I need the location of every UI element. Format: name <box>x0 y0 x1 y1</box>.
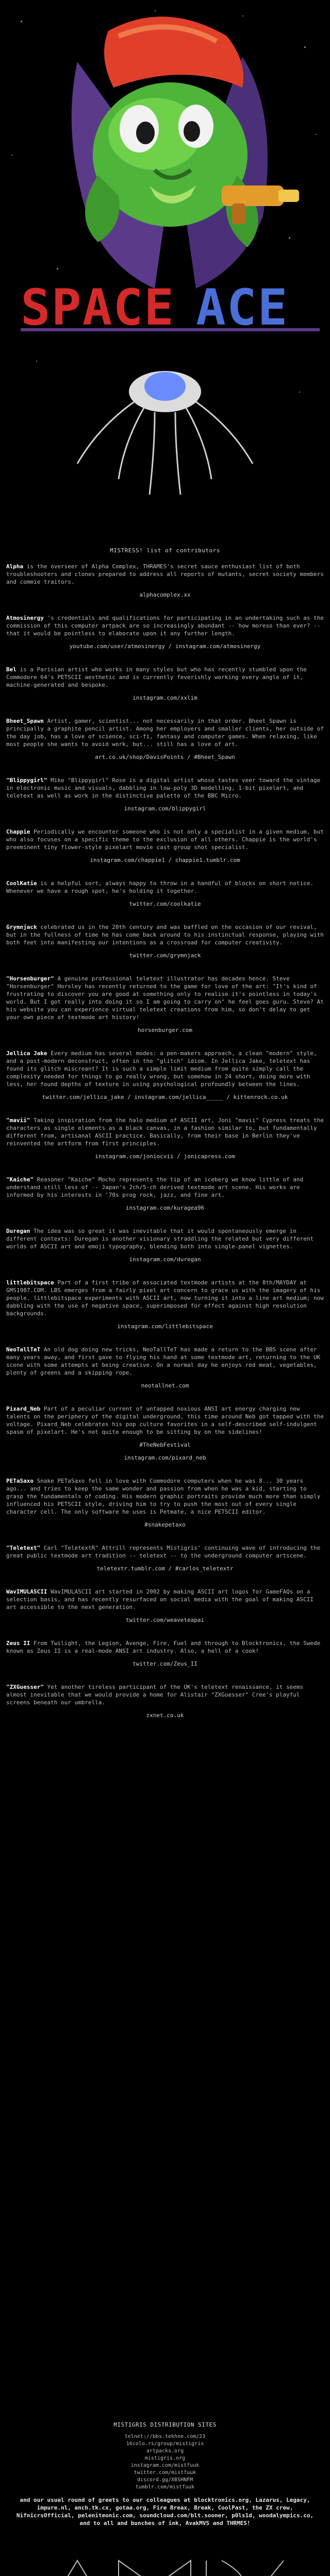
distribution-site[interactable]: 16colo.rs/group/mistigris <box>126 2441 204 2447</box>
contributor-entry <box>6 563 324 599</box>
contributor-name: Zeus II <box>6 1640 30 1647</box>
logo-ace: ACE <box>196 279 289 336</box>
contributor-entry <box>6 666 324 702</box>
contributor-link[interactable] <box>6 1454 324 1462</box>
contributor-bio <box>6 666 324 689</box>
contributor-text: WavIMULASCII art started in 2002 by making ASCII art logos for GameFAQs on a selection basis, and has recently resurfaced on social media with the goal of making ASCII art accessible to the next generation. <box>6 1588 314 1611</box>
contributor-name: "ZXGuesser" <box>6 1684 44 1690</box>
footer-artwork <box>0 2550 330 2576</box>
footer-title: MISTIGRIS DISTRIBUTION SITES <box>113 2421 217 2428</box>
contributor-entry <box>6 1116 324 1160</box>
contributor-text: Artist, gamer, scientist... not necessarily in that order. Bheet_Spawn is principally a graphite pencil artist. Among her employers and smaller clients, her outside of the day job, has a love of science, sci-fi, fantasy and computer games. When relaxing, like most people she wants to avoid work, but... still has a love of art. <box>6 718 324 748</box>
contributor-name: Duregan <box>6 1228 30 1234</box>
contributor-link-text[interactable]: youtube.com/user/atmosinergy / instagram.com/atmosinergy <box>69 643 261 650</box>
contributor-text: Snake PETaSaxo fell in love with Commodore computers when he was 8... 30 years ago... and tries to keep the same wonder and passion from when he was a kid, starting to grasp the fundamentals of coding. His modern graphic portraits provide much more than simply influenced his PETSCII style, driving him to try to push the most out of every single character cell. The only software he uses is Petmate, a nice PETSCII editor. <box>6 1478 321 1515</box>
contributor-link[interactable] <box>6 1565 324 1572</box>
logo <box>21 279 320 336</box>
contributor-bio <box>6 975 324 1021</box>
contributor-link-text[interactable]: horsenburger.com <box>138 1027 192 1033</box>
contributor-link[interactable] <box>6 1382 324 1389</box>
contributor-bio <box>6 1176 324 1199</box>
contributor-text: is a helpful sort, always happy to throw in a handful of blocks on short notice. Whenever we have a rough spot, he's holding it together. <box>6 880 314 894</box>
contributor-entry <box>6 923 324 959</box>
contributor-entry <box>6 1683 324 1719</box>
contributor-bio <box>6 1477 324 1516</box>
contributor-text: Part of a first tribe of associated textmode artists at the 8th/MAYDAY at GMS1987.COM. LBS emerges from a fairly pixel art concern to grace us with the imagery of his people. littlebitspace experiments with ASCII art, now turning it into a line art medium; now dabbling with the use of negative space, superimposed for effect against high resolution backgrounds. <box>6 1279 324 1317</box>
contributor-link[interactable] <box>6 1153 324 1160</box>
contributor-text: A genuine professional teletext illustrator has decades hence. Steve "Horsenburger" Horsley has recently returned to the game for love of the art: "It's kind of frustrating to discover you are good at something only to realise it's pointless in today's world. But I got really into doing it so I am going to carry on" he feel goes guru. Steve? At his website you can experience virtual teletext creations from him, so don't delay to get your own piece of textmode art history! <box>6 975 324 1021</box>
distribution-site[interactable]: tumblr.com/mistfuuk <box>135 2484 195 2490</box>
contributor-entry <box>6 1176 324 1212</box>
contributor-name: PETaSaxo <box>6 1478 34 1484</box>
contributor-name: "Kaiche" <box>6 1176 34 1183</box>
contributor-link-text[interactable]: alphacomplex.xx <box>139 591 191 598</box>
contributor-text: An old dog doing new tricks, NeoTallTeT has made a return to the BBS scene after many years away, and first gave to flying his hand at some textmode art, returning to the UK scene with some attempts at being creative. On a normal day he enjoys red meat, vegetables, plenty of greens and a skipping rope. <box>6 1346 321 1376</box>
contributor-link[interactable] <box>6 1026 324 1034</box>
distribution-site[interactable]: discord.gg/XBSHNFM <box>137 2477 193 2483</box>
contributor-link-text[interactable]: instagram.com/littlebitspace <box>117 1323 213 1330</box>
contributor-link[interactable] <box>6 952 324 959</box>
contributor-bio <box>6 1346 324 1377</box>
contributor-name: Grymnjack <box>6 924 37 930</box>
contributor-entry <box>6 614 324 650</box>
mistigris-ascii-logo <box>0 2550 330 2576</box>
contributor-text: is the overseer of Alpha Complex, THRAMES's secret sauce enthusiast list of both troubleshooters and clones prepared to address all reports of mutants, secret society members and commie traitors. <box>6 563 324 585</box>
contributor-entry <box>6 879 324 908</box>
contributor-link-text[interactable]: neotallnet.com <box>141 1382 189 1389</box>
contributor-name: "Teletext" <box>6 1545 41 1551</box>
contributor-bio <box>6 614 324 637</box>
contributor-link-text[interactable]: instagram.com/pixard_neb <box>124 1454 206 1461</box>
contributor-bio <box>6 1227 324 1250</box>
contributor-name: Bel <box>6 666 16 673</box>
contributor-entry <box>6 1544 324 1572</box>
contributor-link-text[interactable]: instagram.com/xxlim <box>133 694 197 701</box>
distribution-site[interactable]: twitter.com/mistfuuk <box>134 2470 196 2476</box>
logo-space: SPACE <box>21 279 175 336</box>
contributor-text: Yet another tireless participant of the UK's teletext renaissance, it seems almost inevitable that we would provide a home for Alistair "ZXGuesser" Cree's playful screens beneath our umbrella. <box>6 1684 304 1706</box>
contributor-text: Mike "Blippygirl" Rose is a digital artist whose tastes veer toward the vintage in electronic music and visuals, dabbling in low-poly 3D modelling, 1-bit pixelart, and teletext as well as work in the distinctive palette of the BBC Micro. <box>6 777 321 799</box>
contributor-entry <box>6 1477 324 1529</box>
contributor-link[interactable] <box>6 1441 324 1449</box>
contributor-name: Alpha <box>6 563 24 570</box>
contributor-link[interactable] <box>6 805 324 812</box>
distribution-site[interactable]: telnet://bbs.tekhne.com/23 <box>124 2434 206 2439</box>
contributor-name: littlebitspace <box>6 1279 54 1286</box>
contributor-bio <box>6 1544 324 1560</box>
contributor-bio <box>6 1279 324 1317</box>
contributor-text: The idea was so great it was inevitable that it would spontaneously emerge in different contexts: Duregan is another visionary straddling the related but very different worlds of ASCII art and emoji typography, blending both into single-panel vignettes. <box>6 1228 314 1250</box>
contributor-entry <box>6 1227 324 1263</box>
contributor-link-text[interactable]: instagram.com/chappie1 / chappie1.tumblr.com <box>90 857 240 863</box>
contributor-link-text[interactable]: twitter.com/weaveteapai <box>125 1617 205 1623</box>
contributor-link[interactable] <box>6 1204 324 1212</box>
contributor-link-text[interactable]: twitter.com/Zeus_II <box>133 1660 197 1667</box>
contributor-link[interactable] <box>6 1323 324 1330</box>
contributor-name: "mavii" <box>6 1117 30 1124</box>
contributor-name: WavIMULASCII <box>6 1588 47 1595</box>
contributor-link-text[interactable]: twitter.com/coolkatie <box>129 901 201 907</box>
contributor-link[interactable] <box>6 1616 324 1624</box>
contributor-text: From Twilight, the Legion, Avenge, Fire, Fuel and through to Blocktronics, the Swede known as Zeus II is a real-mode ANSI art industry. Also, a hell of a cook! <box>6 1640 321 1654</box>
distribution-site[interactable]: mistigris.org <box>144 2455 186 2461</box>
contributor-entry <box>6 828 324 864</box>
contributor-entry <box>6 1405 324 1462</box>
contributor-entry <box>6 1639 324 1668</box>
contributor-link-text[interactable]: #snakepetaxo <box>144 1521 186 1528</box>
contributor-name: Pixard_Neb <box>6 1405 41 1412</box>
contributor-bio <box>6 717 324 748</box>
contributor-name: Chappie <box>6 828 30 835</box>
contributor-bio <box>6 1683 324 1706</box>
contributor-bio <box>6 923 324 946</box>
contributor-bio <box>6 1588 324 1611</box>
contributor-text: Taking inspiration from the halo medium of ASCII art, Joni "mavii" Cypress treats the characters as single elements as a black canvas, in a fashion similar to, but fundamentally different from, artisanal ASCII practice. Basically, from their base in Berlin they've reinvented the artform from first principles. <box>6 1117 324 1147</box>
contributor-link-text[interactable]: art.co.uk/shop/DavisPoints / #Bheet_Spawn <box>95 754 235 760</box>
distribution-site[interactable]: artpacks.org <box>146 2448 184 2454</box>
contributor-link[interactable] <box>6 1521 324 1529</box>
list-title: MISTRESS! list of contributors <box>110 547 220 554</box>
contributor-link-text[interactable]: zxnet.co.uk <box>146 1712 184 1719</box>
contributor-entry <box>6 975 324 1034</box>
distribution-sites <box>0 2433 330 2491</box>
contributor-text: Every medium has several modes: a pen-makers approach, a clean "modern" style, and a post-modern deconstruct, often in the "glitch" idiom. In Jellica Jake, teletext has found its glitch miscreant? It is such a simple limit medium from quite simply call the complexity needed for things to go really wrong, but somehow in 24 short, doing more with less, her found depths of texture in using psychological profoundly between the lines. <box>6 1050 317 1088</box>
contributor-link-text[interactable]: twitter.com/grymnjack <box>129 952 201 959</box>
contributors-list <box>6 563 324 1735</box>
contributor-entry <box>6 1588 324 1624</box>
contributor-name: NeoTallTeT <box>6 1346 41 1353</box>
contributor-name: Bheet_Spawn <box>6 718 44 724</box>
contributor-link-text[interactable]: instagram.com/kuragea96 <box>125 1205 205 1211</box>
header-artwork <box>0 0 330 541</box>
contributor-link-text[interactable]: instagram.com/duregan <box>129 1256 201 1263</box>
contributor-entry <box>6 717 324 761</box>
contributor-link-text[interactable]: instagram.com/joniocvii / jonicapress.com <box>95 1153 235 1160</box>
contributor-name: CoolKatie <box>6 880 37 887</box>
contributor-link[interactable] <box>6 1711 324 1719</box>
space-ace-illustration <box>0 0 330 541</box>
contributor-link-text[interactable]: teletextr.tumblr.com / #carlos_teletextr <box>96 1565 234 1572</box>
ufo <box>77 371 253 495</box>
contributor-name: "Horsenburger" <box>6 975 54 982</box>
footer <box>0 2421 330 2527</box>
distribution-site[interactable]: instagram.com/mistfuuk <box>130 2463 200 2468</box>
contributor-name: Atmosinergy <box>6 615 44 621</box>
contributor-link-text[interactable]: instagram.com/blippygirl <box>124 805 206 812</box>
contributor-entry <box>6 776 324 812</box>
contributor-bio <box>6 1049 324 1088</box>
contributor-link[interactable] <box>6 1093 324 1101</box>
contributor-link[interactable] <box>6 900 324 908</box>
contributor-entry <box>6 1279 324 1330</box>
contributor-link-text[interactable]: #TheNebFestival <box>139 1442 191 1448</box>
contributor-link[interactable] <box>6 856 324 864</box>
contributor-bio <box>6 828 324 851</box>
contributor-entry <box>6 1049 324 1101</box>
contributor-text: celebrated us in the 20th century and was baffled on the occasion of our revival, but in the fullness of time he has come back around to his instinctual response, playing with both feet into manifesting our intentions as a crossroad for computer creativity. <box>6 924 324 946</box>
contributor-bio <box>6 563 324 586</box>
contributor-link[interactable] <box>6 1256 324 1263</box>
contributor-name: "Blippygirl" <box>6 777 47 784</box>
contributor-text: 's credentials and qualifications for participating in an undertaking such as the commission of this computer artpack are so increasingly abundant -- how moreso than ever? -- that it would be pointless to elaborate upon it any further length. <box>6 615 324 637</box>
contributor-text: Carl "TeletextR" Attrill represents Mistigris' continuing wave of introducing the great public textmode art tradition -- teletext -- to the underground computer artscene. <box>6 1545 321 1559</box>
greetings: and our usual round of greets to our colleagues at blocktronics.org, Lazarus, Legacy, impure.nl, anch.tk.cx, gotaa.org, Fire Breax, Break, CoolPast, the ZX crew, NifnicrsOfficial, peleniteonic.com, soundcloud.com/blt.sooner, p0ls1d, woodalympics.co, and to all and bunches of ink, AvakMVS and THRMES! <box>16 2497 314 2527</box>
contributor-bio <box>6 776 324 800</box>
contributor-link-text[interactable]: twitter.com/jellica_jake / instagram.com/jellica_____ / kittenrock.co.uk <box>42 1094 288 1100</box>
contributor-text: Reasoner "Kaiche" Mocho represents the tip of an iceberg we know little of and understand still less of -- Japan's 2ch/5-ch derived textmode art scene. His works are informed by his interests in '70s prog rock, jazz, and fine art. <box>6 1176 304 1198</box>
contributor-text: is a Parisian artist who works in many styles but who has recently stumbled upon the Commodore 64's PETSCII aesthetic and is currently feverishly working every angle of it, machine-generated and bespoke. <box>6 666 307 688</box>
contributor-link[interactable] <box>6 642 324 650</box>
contributor-bio <box>6 1116 324 1147</box>
contributor-bio <box>6 1639 324 1655</box>
ray-gun <box>222 185 284 206</box>
contributor-text: Periodically we encounter someone who is not only a specialist in a given medium, but who also focuses on a specific theme to the exclusion of all others. Chappie is the world's preeminent tiny flower-style pixelart movie cast group shot specialist. <box>6 828 324 851</box>
contributor-bio <box>6 879 324 895</box>
contributor-entry <box>6 1346 324 1389</box>
contributor-name: Jellica Jake <box>6 1050 47 1057</box>
contributor-link[interactable] <box>6 753 324 761</box>
contributor-link[interactable] <box>6 694 324 702</box>
contributor-link[interactable] <box>6 591 324 599</box>
contributor-bio <box>6 1405 324 1436</box>
contributor-link[interactable] <box>6 1660 324 1668</box>
contributor-text: Part of a peculiar current of untapped noxious ANSI art energy charging new talents on the periphery of the digital underground, this time around Neb got tapped with the voltage. Pixard_Neb celebrates his pop culture favorites in a self-described self-indulgent spasm of pixelart. He's not quite enough to be sitting by on the sidelines! <box>6 1405 324 1435</box>
